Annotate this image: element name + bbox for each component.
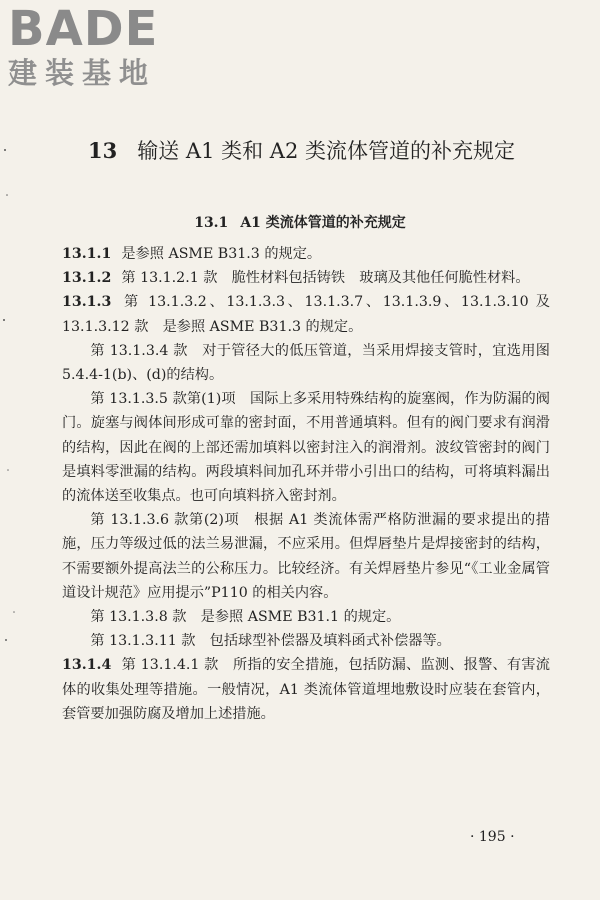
scan-margin-specks xyxy=(0,0,20,900)
watermark-subtitle: 建装基地 xyxy=(8,56,157,90)
clause-number: 13.1.2 xyxy=(62,270,112,287)
paragraph xyxy=(62,242,550,266)
paragraph-text: 第 13.1.3.4 款 对于管径大的低压管道，当采用焊接支管时，宜选用图 5.4.4-1(b)、(d)的结构。 xyxy=(62,342,550,384)
paragraph-text: 是参照 ASME B31.3 的规定。 xyxy=(121,246,322,262)
clause-number: 13.1.3 xyxy=(62,294,112,311)
paragraph xyxy=(62,266,550,290)
section-heading xyxy=(0,213,600,233)
paragraph xyxy=(62,508,550,605)
watermark-logo xyxy=(8,1,178,90)
chapter-title: 输送 A1 类和 A2 类流体管道的补充规定 xyxy=(137,139,515,163)
paragraph xyxy=(62,605,550,629)
watermark-brand: BADE xyxy=(8,1,159,57)
paragraph-text: 第 13.1.3.8 款 是参照 ASME B31.1 的规定。 xyxy=(90,609,401,626)
paragraph-text: 第 13.1.3.2、13.1.3.3、13.1.3.7、13.1.3.9、13.1.3.10 及 13.1.3.12 款 是参照 ASME B31.3 的规定。 xyxy=(62,294,550,335)
page-number: · 195 · xyxy=(470,829,515,845)
paragraph-text: 第 13.1.3.11 款 包括球型补偿器及填料函式补偿器等。 xyxy=(90,633,451,650)
chapter-number: 13 xyxy=(88,138,118,163)
paragraph xyxy=(62,387,550,508)
paragraph-text: 第 13.1.4.1 款 所指的安全措施，包括防漏、监测、报警、有害流体的收集处理等措施。一般情况，A1 类流体管道埋地敷设时应装在套管内，套管要加强防腐及增加上述措施。 xyxy=(62,657,550,722)
paragraph-text: 第 13.1.2.1 款 脆性材料包括铸铁 玻璃及其他任何脆性材料。 xyxy=(121,270,530,287)
paragraph xyxy=(62,339,550,387)
section-title: A1 类流体管道的补充规定 xyxy=(240,215,406,231)
clause-number: 13.1.4 xyxy=(62,657,112,674)
chapter-heading xyxy=(88,137,558,165)
paragraph-text: 第 13.1.3.5 款第(1)项 国际上多采用特殊结构的旋塞阀，作为防漏的阀门。旋塞与阀体间形成可靠的密封面，不用普通填料。但有的阀门要求有润滑的结构，因此在阀的上部还需加填料以密封注入的润滑剂。波纹管密封的阀门是填料零泄漏的结构。两段填料间加孔环并带小引出口的结构，可将填料漏出的流体送至收集点。也可向填料挤入密封剂。 xyxy=(62,391,550,505)
paragraph xyxy=(62,290,550,338)
body-text xyxy=(62,242,550,726)
section-number: 13.1 xyxy=(194,215,229,231)
paragraph xyxy=(62,653,550,726)
paragraph xyxy=(62,629,550,653)
paragraph-text: 第 13.1.3.6 款第(2)项 根据 A1 类流体需严格防泄漏的要求提出的措施，压力等级过低的法兰易泄漏，不应采用。但焊唇垫片是焊接密封的结构，不需要额外提高法兰的公称压力。比较经济。有关焊唇垫片参见“《工业金属管道设计规范》应用提示”P110 的相关内容。 xyxy=(62,512,550,601)
clause-number: 13.1.1 xyxy=(62,246,112,262)
